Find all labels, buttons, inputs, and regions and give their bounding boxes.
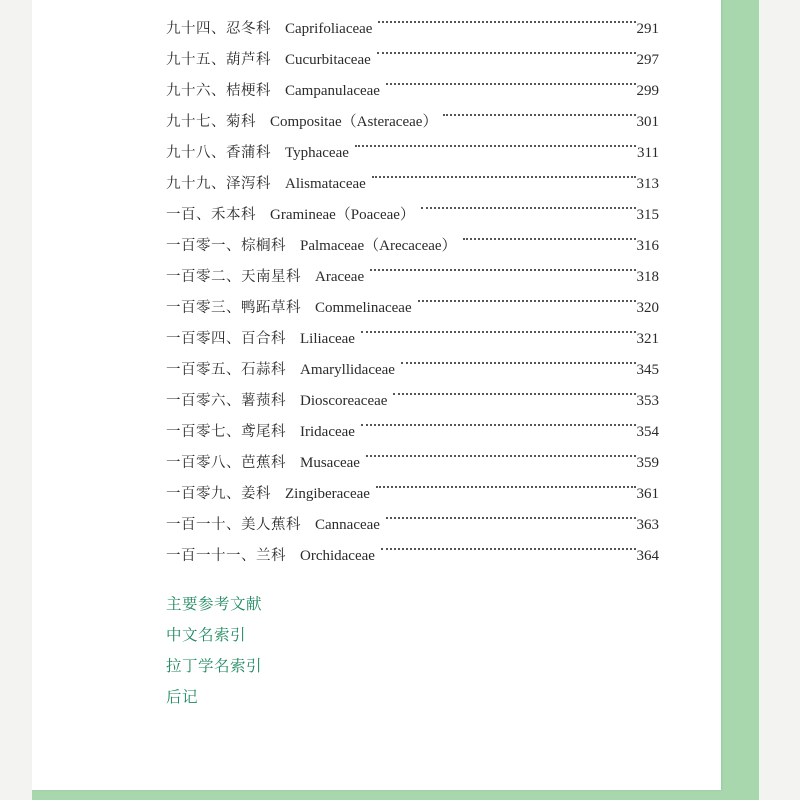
toc-entry-latin-name: Amaryllidaceae bbox=[300, 362, 395, 378]
toc-entry-chinese-name: 九十八、香蒲科 bbox=[166, 145, 271, 161]
toc-entry-chinese-name: 一百零五、石蒜科 bbox=[166, 362, 286, 378]
toc-entry-latin-name: Iridaceae bbox=[300, 424, 355, 440]
toc-entry-latin-name: Zingiberaceae bbox=[285, 486, 370, 502]
toc-entry-latin-name: Commelinaceae bbox=[315, 300, 412, 316]
appendix-main-references[interactable]: 主要参考文献 bbox=[166, 595, 263, 613]
toc-entry-latin-name: Alismataceae bbox=[285, 176, 366, 192]
toc-entry-chinese-name: 九十四、忍冬科 bbox=[166, 21, 271, 37]
appendix-chinese-name-index[interactable]: 中文名索引 bbox=[166, 626, 247, 644]
toc-entry-latin-name: Orchidaceae bbox=[300, 548, 375, 564]
toc-entry-chinese-name: 一百零八、芭蕉科 bbox=[166, 455, 286, 471]
toc-entry-chinese-name: 九十五、葫芦科 bbox=[166, 52, 271, 68]
toc-entry-page-number: 353 bbox=[636, 393, 659, 409]
appendix-latin-name-index[interactable]: 拉丁学名索引 bbox=[166, 657, 263, 675]
toc-leader-dots bbox=[401, 343, 636, 374]
toc-leader-dots bbox=[376, 467, 636, 498]
toc-entry-page-number: 359 bbox=[636, 455, 659, 471]
toc-entry-latin-name: Cucurbitaceae bbox=[285, 52, 371, 68]
toc-leader-dots bbox=[386, 64, 636, 95]
toc-entry-chinese-name: 一百零三、鸭跖草科 bbox=[166, 300, 301, 316]
toc-entry-page-number: 320 bbox=[636, 300, 659, 316]
toc-entry-chinese-name: 一百零六、薯蓣科 bbox=[166, 393, 286, 409]
toc-entry-latin-name: Palmaceae（Arecaceae） bbox=[300, 238, 457, 254]
toc-entry-page-number: 313 bbox=[636, 176, 659, 192]
toc-leader-dots bbox=[361, 405, 636, 436]
toc-entry-latin-name: Araceae bbox=[315, 269, 365, 285]
toc-entry-latin-name: Dioscoreaceae bbox=[300, 393, 388, 409]
toc-entry-page-number: 345 bbox=[636, 362, 659, 378]
toc-entry-chinese-name: 一百零二、天南星科 bbox=[166, 269, 301, 285]
toc-entry-page-number: 316 bbox=[636, 238, 659, 254]
toc-entry-page-number: 311 bbox=[637, 145, 659, 161]
table-of-contents bbox=[166, 2, 659, 564]
toc-entry-latin-name: Liliaceae bbox=[300, 331, 355, 347]
toc-entry-latin-name: Typhaceae bbox=[285, 145, 349, 161]
toc-entry-chinese-name: 九十六、桔梗科 bbox=[166, 83, 271, 99]
toc-entry-chinese-name: 一百零七、鸢尾科 bbox=[166, 424, 286, 440]
toc-entry-page-number: 321 bbox=[636, 331, 659, 347]
toc-entry bbox=[166, 2, 659, 37]
toc-entry-chinese-name: 一百零九、姜科 bbox=[166, 486, 271, 502]
toc-leader-dots bbox=[463, 219, 636, 250]
toc-leader-dots bbox=[355, 126, 636, 157]
toc-leader-dots bbox=[381, 529, 636, 560]
toc-leader-dots bbox=[386, 498, 636, 529]
toc-entry-page-number: 363 bbox=[636, 517, 659, 533]
toc-leader-dots bbox=[372, 157, 636, 188]
toc-entry-latin-name: Gramineae（Poaceae） bbox=[270, 207, 415, 223]
toc-entry-chinese-name: 九十七、菊科 bbox=[166, 114, 256, 130]
toc-entry-latin-name: Campanulaceae bbox=[285, 83, 380, 99]
toc-leader-dots bbox=[378, 2, 635, 33]
toc-entry-latin-name: Compositae（Asteraceae） bbox=[270, 114, 438, 130]
toc-leader-dots bbox=[418, 281, 636, 312]
toc-entry-latin-name: Caprifoliaceae bbox=[285, 21, 373, 37]
toc-entry-page-number: 297 bbox=[636, 52, 659, 68]
toc-leader-dots bbox=[377, 33, 636, 64]
toc-entry-chinese-name: 一百一十一、兰科 bbox=[166, 548, 286, 564]
toc-entry-page-number: 299 bbox=[636, 83, 659, 99]
toc-entry-page-number: 301 bbox=[636, 114, 659, 130]
toc-leader-dots bbox=[421, 188, 636, 219]
toc-entry-chinese-name: 一百、禾本科 bbox=[166, 207, 256, 223]
toc-entry-page-number: 318 bbox=[636, 269, 659, 285]
toc-entry-chinese-name: 一百零一、棕榈科 bbox=[166, 238, 286, 254]
toc-entry-latin-name: Musaceae bbox=[300, 455, 360, 471]
toc-leader-dots bbox=[443, 95, 635, 126]
toc-entry-page-number: 354 bbox=[636, 424, 659, 440]
toc-entry-page-number: 364 bbox=[636, 548, 659, 564]
toc-leader-dots bbox=[361, 312, 636, 343]
toc-entry-latin-name: Cannaceae bbox=[315, 517, 380, 533]
toc-leader-dots bbox=[393, 374, 635, 405]
toc-leader-dots bbox=[370, 250, 635, 281]
toc-entry-chinese-name: 一百零四、百合科 bbox=[166, 331, 286, 347]
toc-entry-chinese-name: 一百一十、美人蕉科 bbox=[166, 517, 301, 533]
toc-entry-page-number: 291 bbox=[636, 21, 659, 37]
toc-entry-page-number: 361 bbox=[636, 486, 659, 502]
toc-entry-page-number: 315 bbox=[636, 207, 659, 223]
toc-leader-dots bbox=[366, 436, 636, 467]
appendix-afterword[interactable]: 后记 bbox=[166, 688, 199, 706]
appendix-section bbox=[166, 589, 262, 713]
toc-entry-chinese-name: 九十九、泽泻科 bbox=[166, 176, 271, 192]
